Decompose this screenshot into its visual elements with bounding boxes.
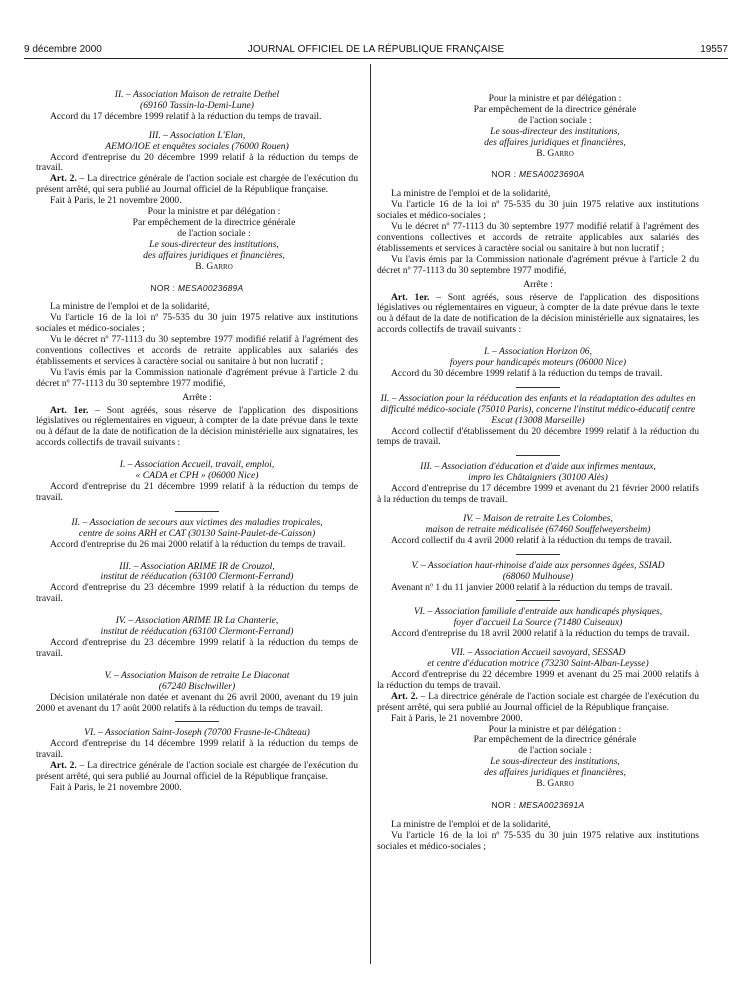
article-text: – La directrice générale de l'action sociale est chargée de l'exécution du présent arrêté, qui sera publié au Journal officiel de la République française. <box>36 173 358 196</box>
signature-line: des affaires juridiques et financières, <box>484 136 626 148</box>
left-column <box>36 90 358 794</box>
paragraph: Vu l'article 16 de la loi nº 75-535 du 30 juin 1975 relative aux institutions sociales et médico-sociales ; <box>36 312 358 335</box>
nor-reference: NOR : MESA0023689A <box>150 282 244 293</box>
signature-line: Par empêchement de la directrice générale <box>473 734 637 746</box>
paragraph: Accord d'entreprise du 22 décembre 1999 et avenant du 25 mai 2000 relatifs à la réduction du temps de travail. <box>377 668 699 691</box>
signature-line: Pour la ministre et par délégation : <box>488 723 622 735</box>
section-heading: II. – Association pour la rééducation des enfants et la réadaptation des adultes en difficulté médico-sociale (75010 Paris), concerne l'institut médico-éducatif centre Escat (13008 Marseille) <box>380 392 696 426</box>
paragraph: Accord du 30 décembre 1999 relatif à la réduction du temps de travail. <box>391 367 663 379</box>
section-heading: II. – Association de secours aux victimes des maladies tropicales, <box>71 516 323 528</box>
page-header <box>24 44 728 58</box>
section-subheading: AEMO/IOE et enquêtes sociales (76000 Rouen) <box>105 140 289 152</box>
section-subheading: impro les Châtaigniers (30100 Alès) <box>468 472 608 484</box>
paragraph: Vu l'article 16 de la loi nº 75-535 du 30 juin 1975 relative aux institutions sociales et médico-sociales ; <box>377 199 699 222</box>
article-text: – Sont agréés, sous réserve de l'application des dispositions législatives ou réglementaires en vigueur, à compter de la date prévue dans le texte ou à défaut de la date de notification de la décision ministérielle aux signataires, les accords collectifs de travail suivants : <box>377 291 699 336</box>
nor-reference: NOR : MESA0023690A <box>491 169 585 180</box>
paragraph: Accord d'entreprise du 14 décembre 1999 relatif à la réduction du temps de travail. <box>36 738 358 761</box>
header-date: 9 décembre 2000 <box>24 44 102 55</box>
header-rule <box>24 58 728 59</box>
paragraph: Accord d'entreprise du 21 décembre 1999 relatif à la réduction du temps de travail. <box>36 481 358 503</box>
article-paragraph <box>377 293 699 337</box>
nor-code: MESA0023691A <box>518 799 585 810</box>
page-number: 19557 <box>700 44 728 55</box>
signature-line: Le sous-directeur des institutions, <box>149 238 279 250</box>
article-paragraph <box>36 761 358 783</box>
nor-reference: NOR : MESA0023691A <box>491 799 585 810</box>
paragraph: Vu le décret nº 77-1113 du 30 septembre 1977 modifié relatif à l'agrément des conventions collectives et accords de retraite applicables aux salariés des établissements et services à caractère social ou sanitaire à but non lucratif ; <box>36 334 358 367</box>
section-subheading: (68060 Mulhouse) <box>502 570 574 582</box>
paragraph: Accord d'entreprise du 26 mai 2000 relatif à la réduction du temps de travail. <box>50 538 346 550</box>
nor-code: MESA0023690A <box>518 169 585 180</box>
article-text: – La directrice générale de l'action sociale est chargée de l'exécution du présent arrêté, qui sera publié au Journal officiel de la République française. <box>36 760 358 783</box>
paragraph: Accord d'entreprise du 23 décembre 1999 relatif à la réduction du temps de travail. <box>36 636 358 659</box>
signature-date: Fait à Paris, le 21 novembre 2000. <box>50 781 182 793</box>
paragraph: La ministre de l'emploi et de la solidarité, <box>50 301 210 313</box>
paragraph: La ministre de l'emploi et de la solidarité, <box>391 818 551 830</box>
paragraph: Vu l'avis émis par la Commission nationale d'agrément prévue à l'article 2 du décret nº 77-1113 du 30 septembre 1977 modifié, <box>377 253 699 276</box>
paragraph: Accord collectif d'établissement du 20 décembre 1999 relatif à la réduction du temps de travail. <box>377 425 699 448</box>
section-heading: I. – Association Horizon 06, <box>483 346 593 358</box>
signature-date: Fait à Paris, le 21 novembre 2000. <box>50 195 182 207</box>
paragraph: Accord d'entreprise du 20 décembre 1999 relatif à la réduction du temps de travail. <box>36 151 358 174</box>
right-column <box>377 94 699 853</box>
paragraph: Accord d'entreprise du 23 décembre 1999 relatif à la réduction du temps de travail. <box>36 582 358 605</box>
paragraph: Accord collectif du 4 avril 2000 relatif à la réduction du temps de travail. <box>391 534 672 546</box>
section-heading: I. – Association Accueil, travail, emploi, <box>119 459 275 471</box>
signature-line: de l'action sociale : <box>177 227 251 239</box>
signature-date: Fait à Paris, le 21 novembre 2000. <box>391 712 523 724</box>
signatory-name: B. Garro <box>195 260 233 272</box>
article-text: – Sont agréés, sous réserve de l'application des dispositions législatives ou réglementaires en vigueur, à compter de la date prévue dans le texte ou à défaut de la date de notification de la décision ministérielle aux signataires, les accords collectifs de travail suivants : <box>36 404 358 449</box>
paragraph: Avenant nº 1 du 11 janvier 2000 relatif à la réduction du temps de travail. <box>391 581 673 593</box>
signature-line: Par empêchement de la directrice générale <box>132 216 296 228</box>
article-label: Art. 1er. <box>50 404 89 416</box>
section-heading: IV. – Association ARIME IR La Chanterie, <box>115 615 279 627</box>
section-heading: V. – Association Maison de retraite Le Diaconat <box>104 669 290 681</box>
article-paragraph <box>36 174 358 196</box>
arrete-heading: Arrête : <box>523 278 553 290</box>
column-divider <box>370 64 371 964</box>
signatory-name: B. Garro <box>536 778 574 790</box>
signature-line: de l'action sociale : <box>518 745 592 757</box>
section-subheading: maison de retraite médicalisée (67460 Souffelweyersheim) <box>425 523 651 535</box>
signature-line: Pour la ministre et par délégation : <box>147 206 281 218</box>
section-subheading: foyers pour handicapés moteurs (06000 Nice) <box>449 357 627 369</box>
nor-code: MESA0023689A <box>177 282 244 293</box>
paragraph: Accord du 17 décembre 1999 relatif à la réduction du temps de travail. <box>50 110 322 122</box>
paragraph: Vu l'avis émis par la Commission nationale d'agrément prévue à l'article 2 du décret nº 77-1113 du 30 septembre 1977 modifié, <box>36 366 358 389</box>
signature-line: de l'action sociale : <box>518 114 592 126</box>
arrete-heading: Arrête : <box>182 391 212 403</box>
article-paragraph <box>377 692 699 714</box>
signature-line: Par empêchement de la directrice générale <box>473 103 637 115</box>
section-heading: IV. – Maison de retraite Les Colombes, <box>463 513 613 524</box>
article-label: Art. 2. <box>391 690 418 702</box>
paragraph: Accord d'entreprise du 17 décembre 1999 et avenant du 21 février 2000 relatifs à la réduction du temps de travail. <box>377 483 699 506</box>
article-text: – La directrice générale de l'action sociale est chargée de l'exécution du présent arrêté, qui sera publié au Journal officiel de la République française. <box>377 690 699 713</box>
signature-line: Le sous-directeur des institutions, <box>490 756 620 768</box>
signature-line: des affaires juridiques et financières, <box>484 767 626 779</box>
article-paragraph <box>36 406 358 450</box>
section-heading: VI. – Association Saint-Joseph (70700 Frasne-le-Château) <box>84 727 310 739</box>
section-heading: III. – Association ARIME IR de Crouzol, <box>119 560 275 572</box>
section-heading: VI. – Association familiale d'entraide aux handicapés physiques, <box>413 606 663 618</box>
section-heading: III. – Association d'éducation et d'aide aux infirmes mentaux, <box>420 461 656 473</box>
section-heading: V. – Association haut-rhinoise d'aide aux personnes âgées, SSIAD <box>411 559 665 571</box>
section-subheading: centre de soins ARH et CAT (30130 Saint-Paulet-de-Caisson) <box>78 527 316 539</box>
signature-line: des affaires juridiques et financières, <box>143 249 285 261</box>
section-subheading: « CADA et CPH » (06000 Nice) <box>135 470 259 482</box>
section-subheading: (69160 Tassin-la-Demi-Lune) <box>140 99 254 111</box>
section-subheading: institut de rééducation (63100 Clermont-Ferrand) <box>100 626 294 638</box>
section-subheading: foyer d'accueil La Source (71480 Cuiseaux) <box>453 617 623 629</box>
section-subheading: (67240 Bischwiller) <box>158 680 236 692</box>
article-label: Art. 1er. <box>391 291 430 303</box>
section-heading: VII. – Association Accueil savoyard, SESSAD <box>450 647 626 659</box>
paragraph: Vu l'article 16 de la loi nº 75-535 du 30 juin 1975 relative aux institutions sociales et médico-sociales ; <box>377 829 699 852</box>
paragraph: La ministre de l'emploi et de la solidarité, <box>391 188 551 200</box>
signatory-name: B. Garro <box>536 147 574 159</box>
article-label: Art. 2. <box>50 760 77 772</box>
section-subheading: institut de rééducation (63100 Clermont-Ferrand) <box>100 571 294 583</box>
journal-title: JOURNAL OFFICIEL DE LA RÉPUBLIQUE FRANÇAISE <box>247 44 505 55</box>
signature-line: Le sous-directeur des institutions, <box>490 125 620 137</box>
paragraph: Décision unilatérale non datée et avenant du 26 avril 2000, avenant du 19 juin 2000 et avenant du 17 août 2000 relatifs à la réduction du temps de travail. <box>36 691 358 714</box>
paragraph: Accord d'entreprise du 18 avril 2000 relatif à la réduction du temps de travail. <box>391 628 690 640</box>
article-label: Art. 2. <box>50 173 77 185</box>
section-subheading: et centre d'éducation motrice (73230 Saint-Alban-Leysse) <box>427 658 649 670</box>
paragraph: Vu le décret nº 77-1113 du 30 septembre 1977 modifié relatif à l'agrément des conventions collectives et accords de retraite applicables aux salariés des établissements et services à caractère social ou sanitaire à but non lucratif ; <box>377 221 699 254</box>
signature-line: Pour la ministre et par délégation : <box>488 93 622 104</box>
section-heading: II. – Association Maison de retraite Dethel <box>114 89 280 100</box>
section-heading: III. – Association L'Elan, <box>148 129 246 141</box>
